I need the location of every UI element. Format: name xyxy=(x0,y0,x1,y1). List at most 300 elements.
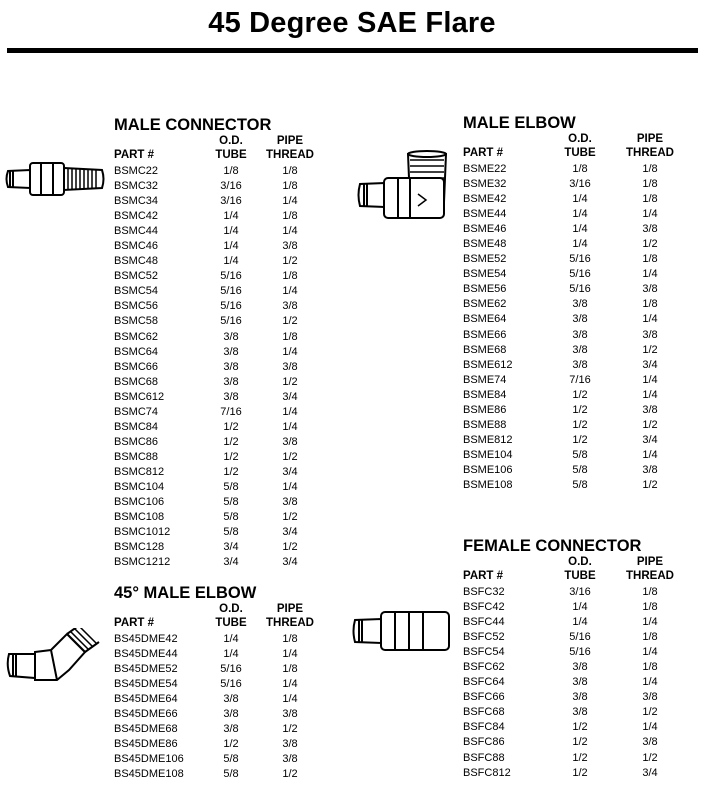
male-elbow-icon xyxy=(356,150,456,230)
thread-size: 1/8 xyxy=(642,631,658,644)
table-row xyxy=(114,722,324,737)
tube-size: 3/16 xyxy=(220,180,242,193)
tube-header-line2: TUBE xyxy=(564,147,596,159)
tube-size: 5/16 xyxy=(220,270,242,283)
tube-size: 1/4 xyxy=(572,238,588,251)
45-male-elbow-icon xyxy=(5,628,109,692)
male-elbow-section xyxy=(463,114,683,493)
column-header xyxy=(114,602,324,632)
part-number: BSFC54 xyxy=(463,646,505,659)
table-row xyxy=(114,390,324,405)
thread-header-line1: PIPE xyxy=(276,135,304,147)
table-row xyxy=(114,360,324,375)
thread-size: 3/4 xyxy=(282,465,298,478)
table-row xyxy=(114,224,324,239)
part-number: BS45DME66 xyxy=(114,708,178,721)
thread-size: 1/8 xyxy=(642,601,658,614)
part-number: BSMC612 xyxy=(114,390,165,403)
thread-size: 1/2 xyxy=(642,343,658,356)
table-row xyxy=(463,373,683,388)
thread-size: 3/4 xyxy=(642,358,658,371)
table-row xyxy=(463,162,683,177)
tube-size: 1/2 xyxy=(572,766,588,779)
thread-size: 1/8 xyxy=(282,165,298,177)
thread-header-line2: THREAD xyxy=(266,617,314,629)
part-number: BSFC88 xyxy=(463,751,505,764)
table-row xyxy=(114,209,324,224)
tube-size: 1/2 xyxy=(223,738,239,751)
table-row xyxy=(114,737,324,752)
table-row xyxy=(463,433,683,448)
tube-size: 1/4 xyxy=(223,648,239,661)
part-number: BSMC104 xyxy=(114,480,165,493)
tube-size: 5/16 xyxy=(220,315,242,328)
tube-size: 3/8 xyxy=(572,676,588,689)
thread-size: 1/8 xyxy=(282,633,298,645)
thread-size: 3/8 xyxy=(642,328,658,341)
tube-size: 3/8 xyxy=(572,706,588,719)
thread-size: 1/4 xyxy=(282,693,298,706)
male-connector-icon xyxy=(4,155,108,203)
tube-header-line2: TUBE xyxy=(215,617,247,629)
thread-size: 3/4 xyxy=(642,433,658,446)
part-number: BSMC74 xyxy=(114,405,159,418)
part-number: BSMC62 xyxy=(114,330,159,343)
part-number: BS45DME54 xyxy=(114,678,178,691)
part-number: BSMC48 xyxy=(114,255,159,268)
thread-size: 3/8 xyxy=(642,736,658,749)
tube-size: 5/16 xyxy=(569,283,591,296)
part-number: BSME44 xyxy=(463,208,507,221)
thread-size: 1/2 xyxy=(282,255,298,268)
thread-size: 1/4 xyxy=(642,208,658,221)
parts-table xyxy=(114,164,324,570)
table-row xyxy=(114,330,324,345)
table-row xyxy=(114,405,324,420)
part-number: BSMC1212 xyxy=(114,556,171,569)
part-number: BSME52 xyxy=(463,253,507,266)
part-number: BSME54 xyxy=(463,268,507,281)
thread-size: 3/8 xyxy=(282,360,298,373)
tube-size: 1/2 xyxy=(572,736,588,749)
part-number: BS45DME108 xyxy=(114,768,184,781)
part-number: BSMC64 xyxy=(114,345,159,358)
tube-size: 3/8 xyxy=(572,661,588,674)
part-number: BSME108 xyxy=(463,478,513,491)
tube-header-line1: O.D. xyxy=(219,603,243,615)
thread-size: 1/8 xyxy=(642,586,658,598)
tube-size: 5/16 xyxy=(220,678,242,691)
thread-header-line1: PIPE xyxy=(276,603,304,615)
part-number: BSMC32 xyxy=(114,180,159,193)
section-title: FEMALE CONNECTOR xyxy=(463,537,642,555)
part-number: BSME48 xyxy=(463,238,507,251)
thread-size: 3/8 xyxy=(642,691,658,704)
table-row xyxy=(463,177,683,192)
part-number: BSFC44 xyxy=(463,616,505,629)
part-number: BS45DME44 xyxy=(114,648,178,661)
table-row xyxy=(114,194,324,209)
tube-size: 1/2 xyxy=(223,435,239,448)
part-number: BSMC68 xyxy=(114,375,159,388)
column-header xyxy=(463,555,683,585)
table-row xyxy=(463,660,683,675)
page-title: 45 Degree SAE Flare xyxy=(208,7,496,39)
tube-size: 3/8 xyxy=(572,298,588,311)
table-row xyxy=(114,662,324,677)
tube-size: 1/8 xyxy=(223,165,239,177)
table-row xyxy=(114,314,324,329)
table-row xyxy=(463,282,683,297)
table-row xyxy=(114,647,324,662)
table-row xyxy=(463,343,683,358)
part-number: BSMC86 xyxy=(114,435,159,448)
part-number: BS45DME42 xyxy=(114,633,178,645)
parts-table xyxy=(463,162,683,493)
thread-size: 1/4 xyxy=(282,195,298,208)
thread-size: 1/4 xyxy=(282,678,298,691)
part-number: BSME22 xyxy=(463,163,507,175)
tube-size: 3/8 xyxy=(223,360,239,373)
table-row xyxy=(463,192,683,207)
thread-size: 3/8 xyxy=(642,223,658,236)
part-number: BSFC42 xyxy=(463,601,505,614)
part-number: BSFC32 xyxy=(463,586,505,598)
table-row xyxy=(114,269,324,284)
thread-size: 1/4 xyxy=(282,648,298,661)
thread-size: 1/4 xyxy=(282,285,298,298)
part-number: BSMC46 xyxy=(114,240,159,253)
table-row xyxy=(114,179,324,194)
table-row xyxy=(463,267,683,282)
part-number: BSME64 xyxy=(463,313,507,326)
tube-size: 1/8 xyxy=(572,163,588,175)
table-row xyxy=(114,299,324,314)
thread-size: 1/2 xyxy=(642,238,658,251)
thread-size: 1/8 xyxy=(282,330,298,343)
part-number: BSME84 xyxy=(463,388,507,401)
part-number: BSMC128 xyxy=(114,541,165,554)
thread-size: 3/8 xyxy=(282,738,298,751)
table-row xyxy=(463,720,683,735)
part-number: BSMC52 xyxy=(114,270,159,283)
thread-size: 3/4 xyxy=(282,556,298,569)
thread-header-line2: THREAD xyxy=(266,149,314,161)
tube-size: 5/8 xyxy=(223,511,239,524)
part-number: BSME46 xyxy=(463,223,507,236)
table-row xyxy=(114,239,324,254)
part-number: BSME86 xyxy=(463,403,507,416)
part-number: BSME42 xyxy=(463,193,507,206)
thread-size: 1/2 xyxy=(282,541,298,554)
table-row xyxy=(114,555,324,570)
table-row xyxy=(463,403,683,418)
section-title: MALE ELBOW xyxy=(463,114,576,132)
thread-header-line1: PIPE xyxy=(636,133,664,145)
thread-size: 1/2 xyxy=(642,418,658,431)
thread-size: 1/2 xyxy=(282,315,298,328)
tube-size: 5/16 xyxy=(569,268,591,281)
thread-size: 1/4 xyxy=(642,313,658,326)
tube-size: 1/4 xyxy=(572,223,588,236)
table-row xyxy=(114,345,324,360)
table-row xyxy=(114,692,324,707)
table-row xyxy=(114,465,324,480)
thread-size: 1/8 xyxy=(642,163,658,175)
part-number: BSFC68 xyxy=(463,706,505,719)
thread-size: 1/8 xyxy=(282,270,298,283)
thread-size: 1/8 xyxy=(642,178,658,191)
part-number: BSMC106 xyxy=(114,496,165,509)
thread-size: 1/8 xyxy=(282,663,298,676)
thread-size: 1/4 xyxy=(642,721,658,734)
tube-size: 1/4 xyxy=(223,240,239,253)
thread-size: 1/8 xyxy=(642,298,658,311)
thread-size: 1/4 xyxy=(642,676,658,689)
part-number: BSME68 xyxy=(463,343,507,356)
table-row xyxy=(463,222,683,237)
part-number: BSFC84 xyxy=(463,721,505,734)
tube-size: 1/2 xyxy=(572,388,588,401)
table-row xyxy=(114,510,324,525)
parts-table xyxy=(463,585,683,781)
part-number: BSFC66 xyxy=(463,691,505,704)
tube-size: 3/8 xyxy=(572,313,588,326)
thread-size: 1/2 xyxy=(282,768,298,781)
tube-size: 5/8 xyxy=(223,480,239,493)
thread-size: 3/8 xyxy=(282,708,298,721)
part-header: PART # xyxy=(463,570,504,582)
part-number: BSMC44 xyxy=(114,225,159,238)
table-row xyxy=(114,677,324,692)
tube-size: 3/16 xyxy=(569,586,591,598)
thread-size: 1/2 xyxy=(642,706,658,719)
part-number: BSFC86 xyxy=(463,736,505,749)
thread-size: 1/4 xyxy=(282,405,298,418)
table-row xyxy=(114,752,324,767)
tube-size: 1/4 xyxy=(572,616,588,629)
tube-size: 5/16 xyxy=(569,253,591,266)
part-number: BSMC812 xyxy=(114,465,165,478)
part-number: BS45DME68 xyxy=(114,723,178,736)
thread-size: 1/2 xyxy=(282,375,298,388)
tube-size: 7/16 xyxy=(569,373,591,386)
section-title: 45° MALE ELBOW xyxy=(114,584,257,602)
tube-size: 3/8 xyxy=(223,693,239,706)
tube-size: 3/8 xyxy=(223,330,239,343)
table-row xyxy=(463,585,683,600)
female-connector-icon xyxy=(351,607,455,655)
part-number: BSMC34 xyxy=(114,195,159,208)
tube-size: 5/8 xyxy=(223,768,239,781)
part-number: BSME106 xyxy=(463,463,513,476)
part-number: BSME74 xyxy=(463,373,507,386)
thread-size: 3/8 xyxy=(282,435,298,448)
thread-size: 1/4 xyxy=(642,373,658,386)
thread-header-line2: THREAD xyxy=(626,570,674,582)
thread-size: 3/8 xyxy=(282,496,298,509)
part-number: BSME62 xyxy=(463,298,507,311)
thread-size: 1/2 xyxy=(642,478,658,491)
table-row xyxy=(114,254,324,269)
tube-size: 3/8 xyxy=(572,691,588,704)
part-number: BSME612 xyxy=(463,358,513,371)
table-row xyxy=(463,358,683,373)
tube-size: 3/8 xyxy=(572,343,588,356)
section-title: MALE CONNECTOR xyxy=(114,116,272,134)
part-number: BSFC52 xyxy=(463,631,505,644)
thread-size: 1/4 xyxy=(282,420,298,433)
male-connector-section xyxy=(114,116,324,570)
table-row xyxy=(114,284,324,299)
thread-size: 3/8 xyxy=(282,300,298,313)
part-number: BSME32 xyxy=(463,178,507,191)
part-number: BSMC108 xyxy=(114,511,165,524)
tube-size: 3/8 xyxy=(223,390,239,403)
tube-size: 1/4 xyxy=(223,255,239,268)
thread-size: 3/8 xyxy=(642,283,658,296)
thread-size: 3/8 xyxy=(642,463,658,476)
thread-size: 1/4 xyxy=(282,480,298,493)
tube-size: 3/4 xyxy=(223,556,239,569)
part-number: BSFC62 xyxy=(463,661,505,674)
part-number: BSMC84 xyxy=(114,420,159,433)
table-row xyxy=(114,767,324,782)
thread-size: 1/2 xyxy=(282,450,298,463)
table-row xyxy=(463,297,683,312)
tube-size: 1/2 xyxy=(223,420,239,433)
thread-size: 1/8 xyxy=(282,210,298,223)
thread-size: 3/8 xyxy=(282,753,298,766)
tube-size: 5/8 xyxy=(223,526,239,539)
tube-size: 1/4 xyxy=(223,225,239,238)
thread-size: 1/4 xyxy=(282,345,298,358)
tube-size: 7/16 xyxy=(220,405,242,418)
part-number: BS45DME106 xyxy=(114,753,184,766)
tube-size: 3/8 xyxy=(223,345,239,358)
tube-header-line1: O.D. xyxy=(568,556,592,568)
table-row xyxy=(463,705,683,720)
table-row xyxy=(463,252,683,267)
thread-size: 1/8 xyxy=(642,193,658,206)
part-number: BSFC812 xyxy=(463,766,511,779)
table-row xyxy=(114,375,324,390)
tube-size: 5/8 xyxy=(223,496,239,509)
part-number: BSMC42 xyxy=(114,210,159,223)
table-row xyxy=(114,480,324,495)
table-row xyxy=(463,418,683,433)
table-row xyxy=(114,632,324,647)
45-male-elbow-section xyxy=(114,584,324,782)
part-number: BSME104 xyxy=(463,448,513,461)
table-row xyxy=(463,645,683,660)
tube-size: 5/16 xyxy=(220,300,242,313)
tube-size: 5/8 xyxy=(223,753,239,766)
tube-size: 3/8 xyxy=(223,708,239,721)
table-row xyxy=(463,388,683,403)
table-row xyxy=(463,615,683,630)
tube-size: 1/4 xyxy=(223,633,239,645)
tube-size: 1/4 xyxy=(572,208,588,221)
thread-size: 1/4 xyxy=(642,616,658,629)
table-row xyxy=(114,525,324,540)
tube-size: 1/2 xyxy=(572,751,588,764)
thread-size: 1/4 xyxy=(642,448,658,461)
part-number: BS45DME52 xyxy=(114,663,178,676)
tube-size: 5/16 xyxy=(220,663,242,676)
tube-size: 5/16 xyxy=(569,646,591,659)
tube-size: 3/16 xyxy=(569,178,591,191)
part-number: BSME56 xyxy=(463,283,507,296)
table-row xyxy=(114,450,324,465)
thread-header-line1: PIPE xyxy=(636,556,664,568)
table-row xyxy=(463,766,683,781)
tube-size: 5/8 xyxy=(572,478,588,491)
part-number: BSME812 xyxy=(463,433,513,446)
tube-header-line1: O.D. xyxy=(219,135,243,147)
table-row xyxy=(463,237,683,252)
table-row xyxy=(463,448,683,463)
part-number: BSMC56 xyxy=(114,300,159,313)
tube-size: 5/8 xyxy=(572,448,588,461)
table-row xyxy=(463,690,683,705)
tube-size: 3/8 xyxy=(572,328,588,341)
thread-size: 3/4 xyxy=(282,526,298,539)
tube-size: 1/2 xyxy=(572,721,588,734)
part-number: BSFC64 xyxy=(463,676,505,689)
tube-size: 3/8 xyxy=(223,375,239,388)
part-number: BSMC54 xyxy=(114,285,159,298)
thread-size: 1/4 xyxy=(282,225,298,238)
female-connector-section xyxy=(463,537,683,781)
thread-size: 1/2 xyxy=(282,511,298,524)
thread-size: 1/4 xyxy=(642,268,658,281)
table-row xyxy=(114,495,324,510)
tube-size: 3/16 xyxy=(220,195,242,208)
table-row xyxy=(463,735,683,750)
tube-size: 1/4 xyxy=(223,210,239,223)
tube-size: 1/2 xyxy=(223,450,239,463)
tube-size: 1/4 xyxy=(572,601,588,614)
part-number: BSMC1012 xyxy=(114,526,171,539)
thread-size: 1/2 xyxy=(282,723,298,736)
table-row xyxy=(463,463,683,478)
thread-size: 1/4 xyxy=(642,646,658,659)
part-number: BSME66 xyxy=(463,328,507,341)
tube-size: 1/4 xyxy=(572,193,588,206)
tube-header-line2: TUBE xyxy=(215,149,247,161)
table-row xyxy=(463,630,683,645)
table-row xyxy=(114,420,324,435)
thread-size: 3/4 xyxy=(642,766,658,779)
table-row xyxy=(463,600,683,615)
tube-size: 3/8 xyxy=(572,358,588,371)
tube-size: 1/2 xyxy=(223,465,239,478)
tube-size: 1/2 xyxy=(572,403,588,416)
part-number: BSMC58 xyxy=(114,315,159,328)
tube-size: 5/8 xyxy=(572,463,588,476)
part-header: PART # xyxy=(114,149,155,161)
table-row xyxy=(463,478,683,493)
thread-size: 1/4 xyxy=(642,388,658,401)
table-row xyxy=(463,675,683,690)
thread-size: 3/4 xyxy=(282,390,298,403)
part-number: BS45DME86 xyxy=(114,738,178,751)
thread-size: 3/8 xyxy=(282,240,298,253)
part-number: BSMC66 xyxy=(114,360,159,373)
thread-header-line2: THREAD xyxy=(626,147,674,159)
part-number: BSME88 xyxy=(463,418,507,431)
